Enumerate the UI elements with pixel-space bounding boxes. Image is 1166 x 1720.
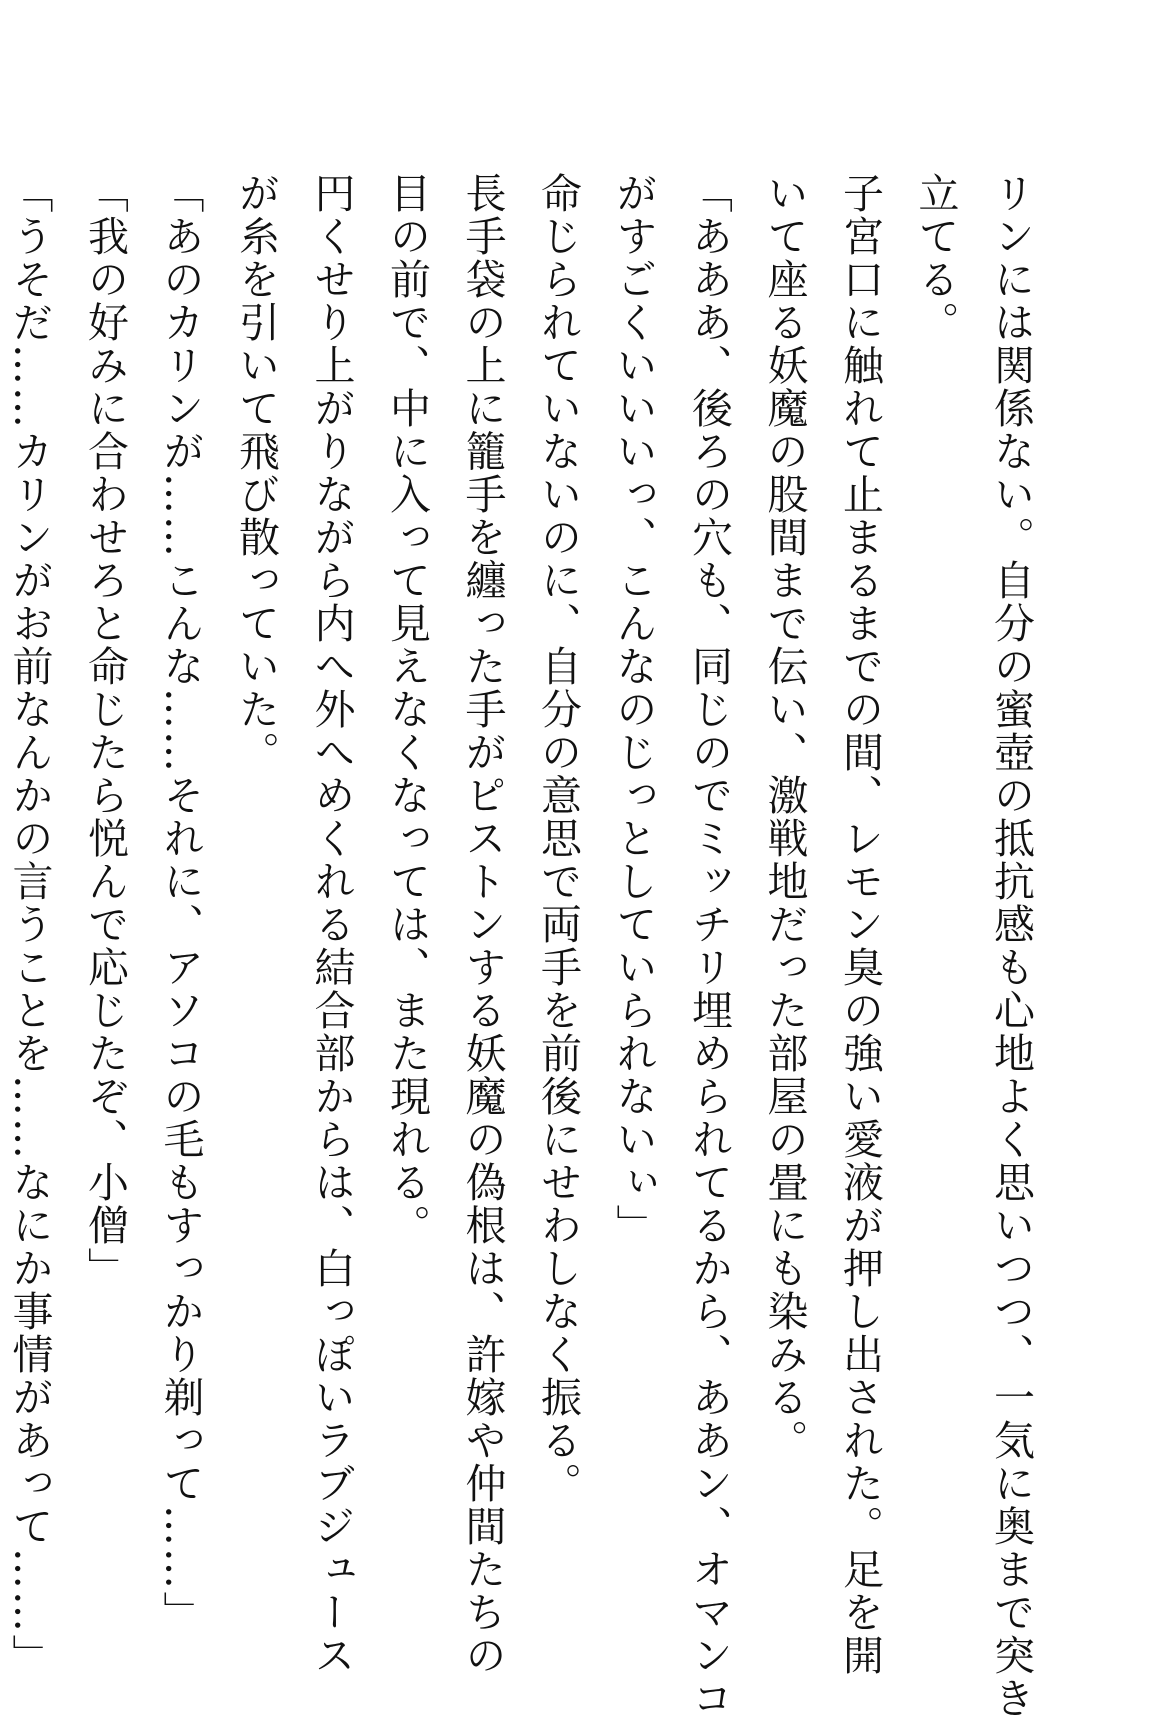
text-line: が糸を引いて飛び散っていた。 <box>232 172 280 774</box>
text-line: 円くせり上がりながら内へ外へめくれる結合部からは、白っぽいラブジュース <box>307 172 356 1677</box>
text-line: 「あああ、後ろの穴も、同じのでミッチリ埋められてるから、ああン、オマンコ <box>685 172 733 1720</box>
text-line: 「あのカリンが……こんな……それに、アソコの毛もすっかり剃って……」 <box>156 172 205 1634</box>
text-line: 子宮口に触れて止まるまでの間、レモン臭の強い愛液が押し出された。足を開 <box>836 172 884 1677</box>
text-line: リンには関係ない。自分の蜜壺の抵抗感も心地よく思いつつ、一気に奥まで突き <box>987 172 1035 1720</box>
text-line: 長手袋の上に籠手を纏った手がピストンする妖魔の偽根は、許嫁や仲間たちの <box>458 172 507 1677</box>
vertical-text-body <box>0 172 1048 1720</box>
text-line: いて座る妖魔の股間まで伝い、激戦地だった部屋の畳にも染みる。 <box>760 172 809 1462</box>
text-line: 命じられていないのに、自分の意思で両手を前後にせわしなく振る。 <box>534 172 582 1505</box>
text-line: 目の前で、中に入って見えなくなっては、また現れる。 <box>383 172 431 1247</box>
text-line: 「うそだ……カリンがお前なんかの言うことを……なにか事情があって……」 <box>5 172 54 1677</box>
text-line: 「我の好みに合わせろと命じたら悦んで応じたぞ、小僧」 <box>81 172 129 1290</box>
text-line: がすごくいいいっ、こんなのじっとしていられないぃ」 <box>609 172 658 1247</box>
text-line: 立てる。 <box>911 172 960 344</box>
